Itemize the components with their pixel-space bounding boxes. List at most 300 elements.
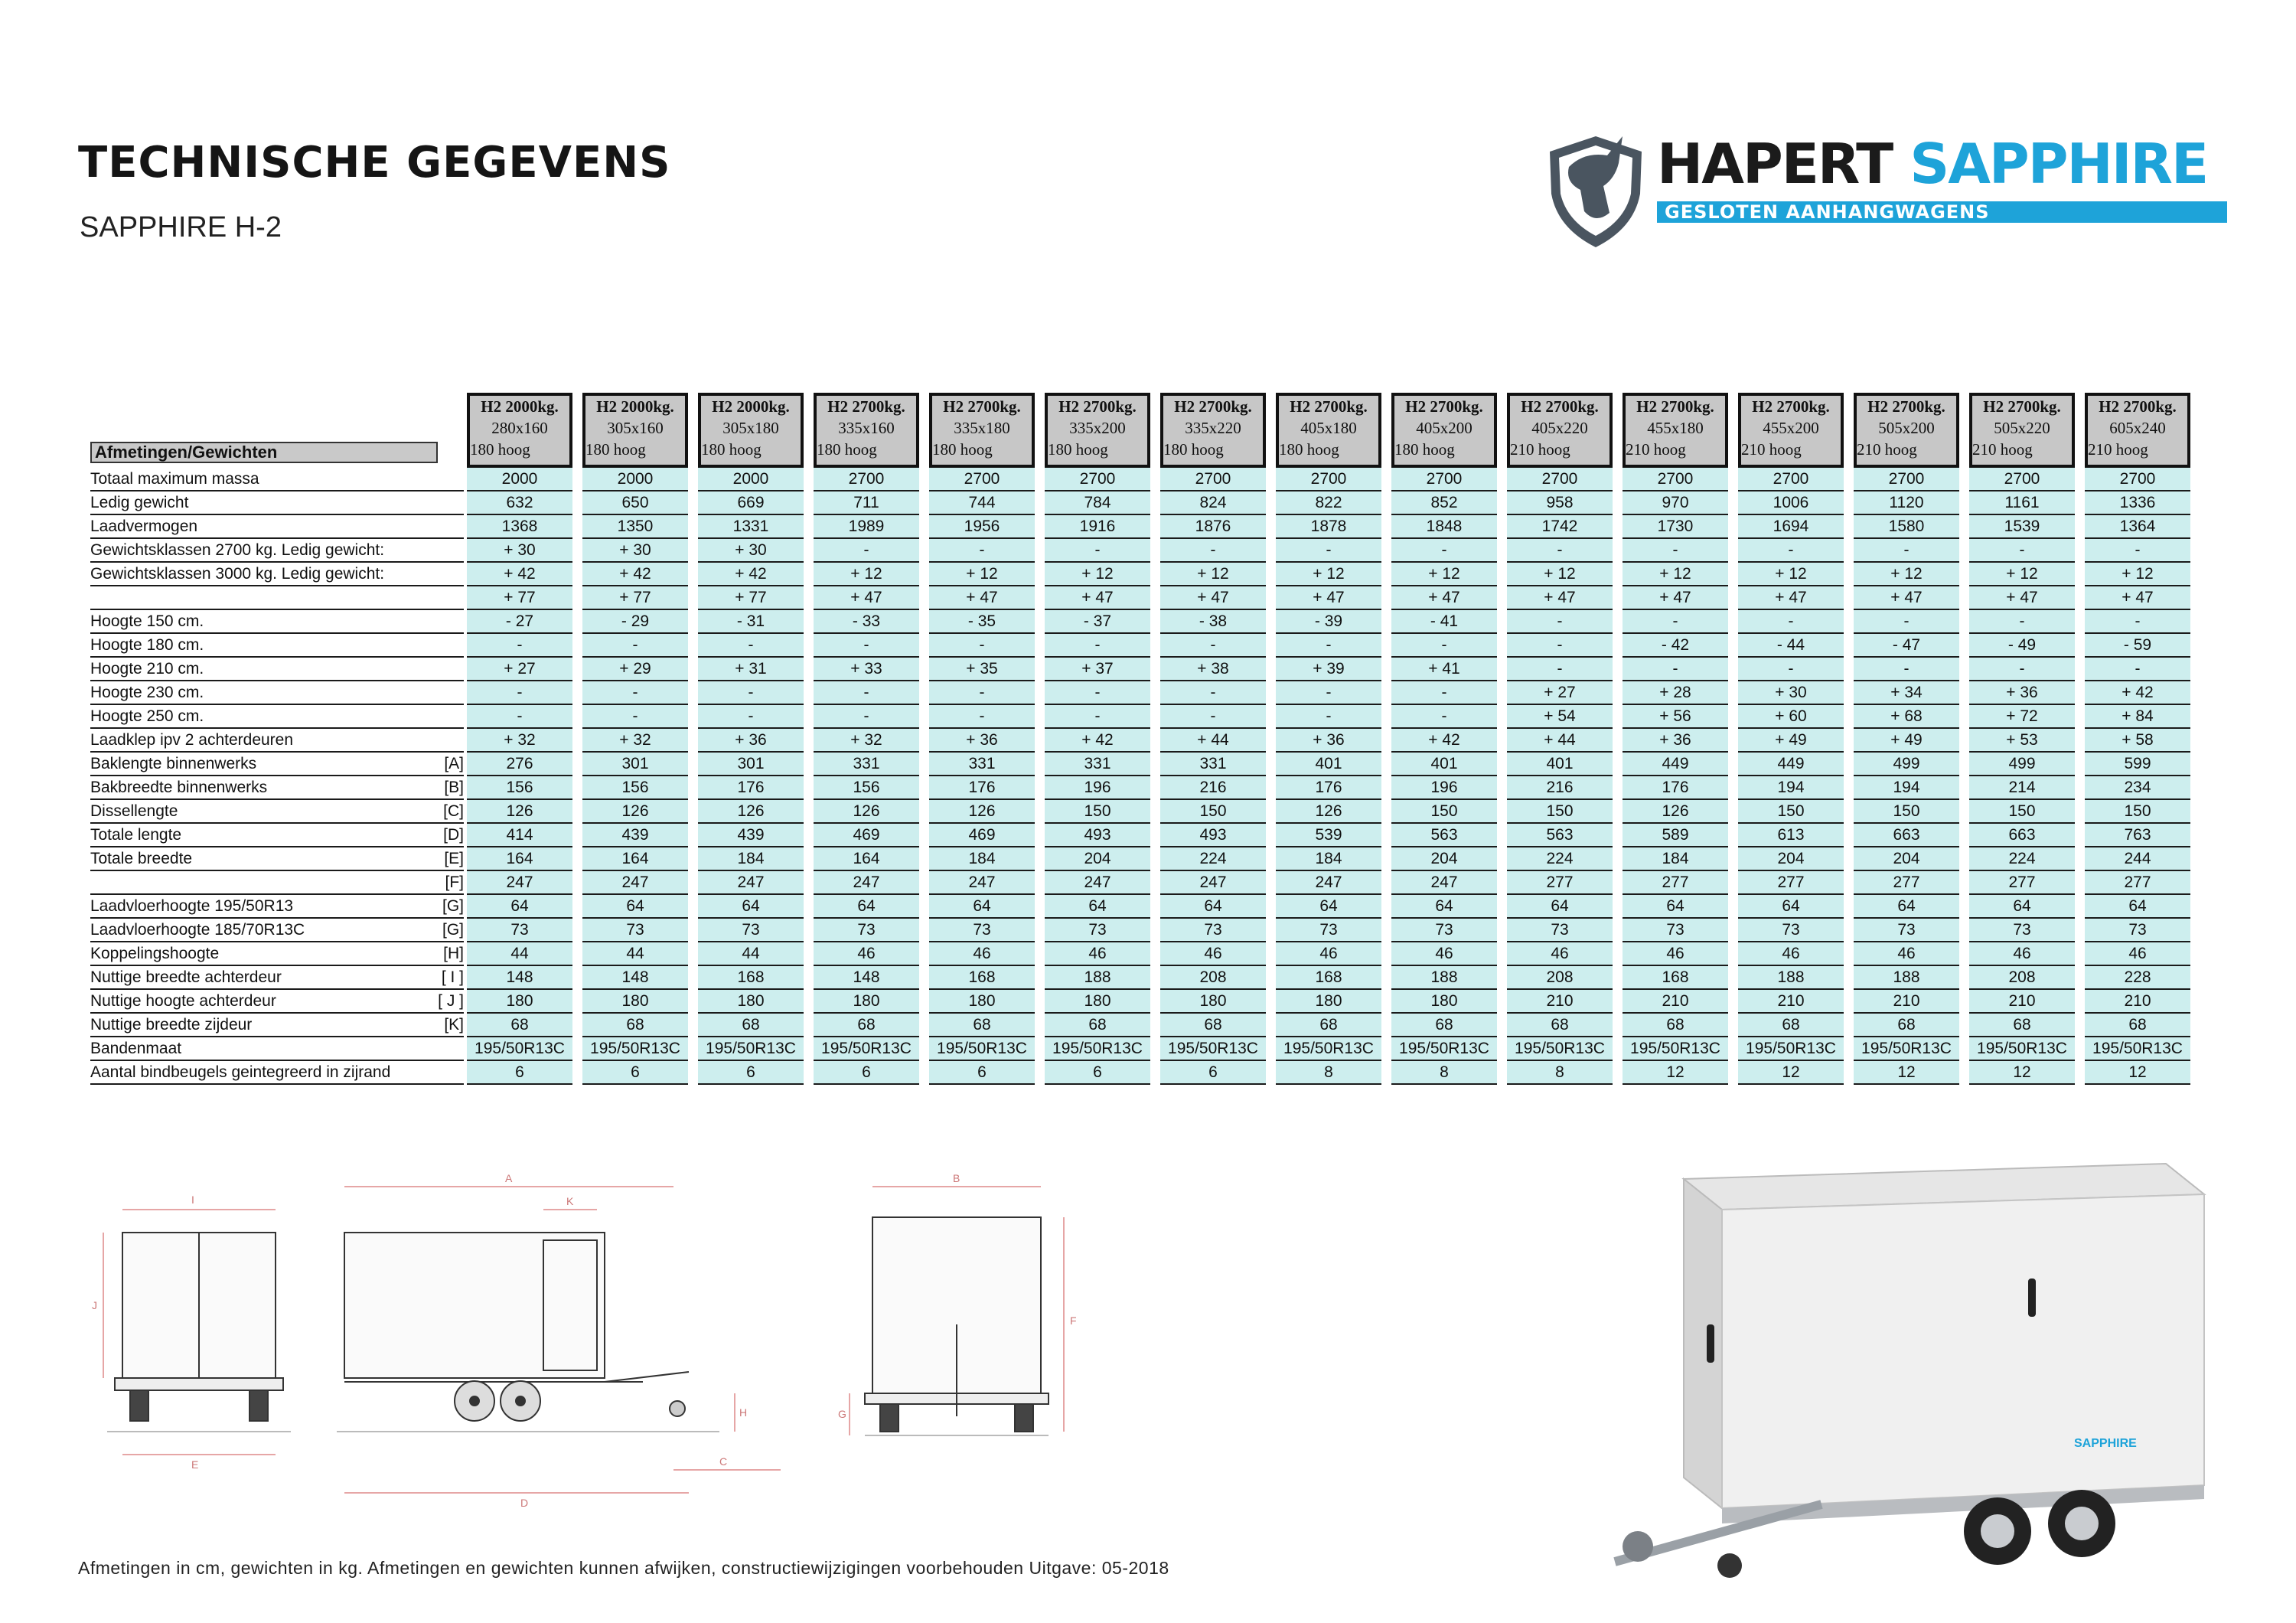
column-spacer [919,563,929,586]
column-spacer [1497,990,1507,1014]
column-spacer [1613,705,1623,729]
column-spacer [804,491,814,515]
table-cell: 180 [1276,990,1381,1014]
model-header-cell [1045,393,1150,468]
table-cell: 46 [2085,942,2190,966]
table-cell: 68 [1045,1014,1150,1037]
column-spacer [1035,515,1045,539]
table-cell: 214 [1969,776,2075,800]
model-header [1507,393,1613,468]
column-spacer [1613,824,1623,847]
column-spacer [688,919,698,942]
table-cell: 180 [1160,990,1266,1014]
column-spacer [1613,966,1623,990]
table-cell: + 47 [929,586,1035,610]
row-label [90,871,438,895]
table-cell: 493 [1045,824,1150,847]
column-spacer [2075,468,2085,491]
column-spacer [1381,515,1391,539]
row-label: Koppelingshoogte [90,942,438,966]
column-spacer [1497,753,1507,776]
side-view-drawing [337,1233,719,1432]
model-height: 210 hoog [1972,440,2033,459]
model-height: 180 hoog [817,440,877,459]
table-cell: 1539 [1969,515,2075,539]
column-spacer [1381,393,1391,468]
table-cell: + 36 [698,729,804,753]
column-spacer [1728,1037,1738,1061]
table-cell: 958 [1507,491,1613,515]
table-cell: - 49 [1969,634,2075,658]
model-height: 210 hoog [1857,440,1917,459]
table-cell: + 36 [929,729,1035,753]
table-cell: - [1045,539,1150,563]
column-spacer [1844,966,1854,990]
row-ref: [K] [438,1014,464,1037]
column-spacer [572,919,582,942]
table-cell: 73 [929,919,1035,942]
column-spacer [1613,800,1623,824]
table-cell: 64 [698,895,804,919]
table-cell: + 42 [698,563,804,586]
table-cell: 195/50R13C [1623,1037,1728,1061]
table-cell: - [1507,634,1613,658]
table-cell: 331 [814,753,919,776]
table-cell: 184 [1276,847,1381,871]
table-cell: 168 [1623,966,1728,990]
column-spacer [1497,729,1507,753]
column-spacer [1728,634,1738,658]
column-spacer [1844,539,1854,563]
column-spacer [2075,634,2085,658]
model-header [467,393,572,468]
column-spacer [1035,847,1045,871]
column-spacer [572,491,582,515]
table-cell: 852 [1391,491,1497,515]
column-spacer [688,776,698,800]
table-cell: 46 [1507,942,1613,966]
table-cell: + 41 [1391,658,1497,681]
column-spacer [1035,753,1045,776]
column-spacer [2075,705,2085,729]
column-spacer [1035,539,1045,563]
table-cell: 184 [929,847,1035,871]
table-cell: 2700 [1969,468,2075,491]
table-cell: 73 [1969,919,2075,942]
table-cell: 126 [582,800,688,824]
column-spacer [1381,705,1391,729]
column-spacer [1497,942,1507,966]
table-cell: + 33 [814,658,919,681]
column-spacer [1497,393,1507,468]
column-spacer [1150,539,1160,563]
column-spacer [1959,847,1969,871]
table-cell: 195/50R13C [1507,1037,1613,1061]
column-spacer [1381,919,1391,942]
table-cell: - [2085,539,2190,563]
table-cell: - [1969,610,2075,634]
model-height: 210 hoog [1626,440,1686,459]
table-cell: + 60 [1738,705,1844,729]
column-spacer [1959,990,1969,1014]
table-cell: 150 [1738,800,1844,824]
table-cell: 156 [467,776,572,800]
model-size: 455x180 [1647,419,1704,437]
table-row [90,942,2190,966]
column-spacer [1844,847,1854,871]
column-spacer [1266,895,1276,919]
table-row [90,776,2190,800]
page-title: TECHNISCHE GEGEVENS [78,138,671,188]
column-spacer [1497,539,1507,563]
column-spacer [2075,1014,2085,1037]
column-spacer [1497,847,1507,871]
table-cell: - [1969,658,2075,681]
column-spacer [1613,610,1623,634]
column-spacer [2075,895,2085,919]
column-spacer [1959,753,1969,776]
column-spacer [1266,800,1276,824]
table-cell: + 77 [467,586,572,610]
table-cell: 126 [1276,800,1381,824]
table-cell: 6 [929,1061,1035,1085]
column-spacer [688,491,698,515]
column-spacer [572,681,582,705]
model-height: 210 hoog [1741,440,1802,459]
column-spacer [1035,658,1045,681]
column-spacer [1844,515,1854,539]
row-ref [438,468,464,491]
model-header [814,393,919,468]
column-spacer [688,468,698,491]
table-cell: 180 [929,990,1035,1014]
table-cell: - [698,634,804,658]
table-cell: 277 [1969,871,2075,895]
column-spacer [804,586,814,610]
table-cell: 493 [1160,824,1266,847]
table-cell: - [929,634,1035,658]
table-cell: 824 [1160,491,1266,515]
table-cell: 247 [467,871,572,895]
table-cell: 247 [1045,871,1150,895]
table-cell: 650 [582,491,688,515]
table-cell: 277 [1623,871,1728,895]
table-cell: 277 [1738,871,1844,895]
table-cell: 210 [1854,990,1959,1014]
column-spacer [1959,491,1969,515]
table-cell: + 12 [1623,563,1728,586]
column-spacer [2075,990,2085,1014]
table-cell: - [1276,705,1381,729]
column-spacer [1497,610,1507,634]
logo-wordmark [1657,132,2208,196]
column-spacer [1613,658,1623,681]
table-cell: - [1854,658,1959,681]
model-header-cell [2085,393,2190,468]
table-cell: - [467,681,572,705]
table-cell: 744 [929,491,1035,515]
column-spacer [572,586,582,610]
table-cell: 1989 [814,515,919,539]
table-cell: - 41 [1391,610,1497,634]
column-spacer [1381,539,1391,563]
table-cell: 331 [929,753,1035,776]
table-cell: 784 [1045,491,1150,515]
column-spacer [572,942,582,966]
table-cell: + 27 [467,658,572,681]
table-cell: + 84 [2085,705,2190,729]
column-spacer [688,539,698,563]
column-spacer [1035,468,1045,491]
column-spacer [1381,800,1391,824]
model-name: H2 2700kg. [1521,397,1599,416]
column-spacer [1497,871,1507,895]
row-label: Bandenmaat [90,1037,438,1061]
model-header [582,393,688,468]
model-header [1045,393,1150,468]
table-cell: - [582,634,688,658]
table-cell: 8 [1507,1061,1613,1085]
table-row [90,563,2190,586]
table-cell: + 72 [1969,705,2075,729]
column-spacer [1844,658,1854,681]
table-cell: 168 [1276,966,1381,990]
table-cell: + 12 [929,563,1035,586]
table-cell: 150 [1391,800,1497,824]
table-cell: 247 [929,871,1035,895]
footer-note: Afmetingen in cm, gewichten in kg. Afmetingen en gewichten kunnen afwijken, constructiewijzigingen voorbehouden Uitgave: 05-2018 [78,1558,1169,1578]
model-height: 180 hoog [932,440,993,459]
table-row [90,1037,2190,1061]
column-spacer [1497,1037,1507,1061]
model-height: 180 hoog [1048,440,1108,459]
table-cell: 276 [467,753,572,776]
column-spacer [1150,705,1160,729]
table-cell: 8 [1391,1061,1497,1085]
table-cell: + 32 [582,729,688,753]
table-cell: - [1507,658,1613,681]
column-spacer [1497,895,1507,919]
table-cell: - 27 [467,610,572,634]
column-spacer [1266,824,1276,847]
column-spacer [919,610,929,634]
column-spacer [1035,393,1045,468]
table-cell: 176 [929,776,1035,800]
shield-bull-icon [1542,121,1649,251]
table-cell: 2700 [2085,468,2190,491]
dim-label-f: F [1070,1314,1077,1327]
table-cell: 68 [467,1014,572,1037]
column-spacer [1150,919,1160,942]
table-cell: 401 [1507,753,1613,776]
table-header-row [90,393,2190,468]
table-cell: 204 [1854,847,1959,871]
table-cell: 64 [1854,895,1959,919]
column-spacer [1150,990,1160,1014]
row-label: Nuttige breedte zijdeur [90,1014,438,1037]
column-spacer [1728,610,1738,634]
table-cell: + 54 [1507,705,1613,729]
column-spacer [804,1061,814,1085]
table-cell: 1956 [929,515,1035,539]
column-spacer [1844,919,1854,942]
column-spacer [2075,1061,2085,1085]
table-cell: 164 [582,847,688,871]
table-cell: - [1738,539,1844,563]
table-cell: 632 [467,491,572,515]
table-row [90,681,2190,705]
row-ref: [B] [438,776,464,800]
table-cell: 150 [1160,800,1266,824]
table-cell: 68 [1507,1014,1613,1037]
row-label: Laadklep ipv 2 achterdeuren [90,729,438,753]
column-spacer [1035,776,1045,800]
table-cell: 195/50R13C [1738,1037,1844,1061]
dim-label-b: B [953,1172,960,1184]
column-spacer [804,515,814,539]
column-spacer [804,895,814,919]
table-cell: 195/50R13C [1160,1037,1266,1061]
table-cell: 8 [1276,1061,1381,1085]
dim-label-c: C [719,1455,728,1468]
table-cell: + 35 [929,658,1035,681]
table-cell: + 44 [1507,729,1613,753]
model-header-cell [698,393,804,468]
table-cell: 73 [1045,919,1150,942]
column-spacer [572,895,582,919]
column-spacer [1150,393,1160,468]
column-spacer [804,871,814,895]
table-cell: + 47 [1276,586,1381,610]
column-spacer [1266,871,1276,895]
column-spacer [2075,393,2085,468]
column-spacer [1266,634,1276,658]
column-spacer [1959,563,1969,586]
column-spacer [572,753,582,776]
table-cell: 2700 [1738,468,1844,491]
model-height: 180 hoog [701,440,762,459]
table-cell: 68 [814,1014,919,1037]
table-cell: 126 [467,800,572,824]
column-spacer [1266,942,1276,966]
model-header-cell [1623,393,1728,468]
table-cell: + 47 [1045,586,1150,610]
model-height: 180 hoog [470,440,530,459]
column-spacer [1959,1061,1969,1085]
column-spacer [1959,966,1969,990]
dim-label-i: I [191,1194,194,1206]
model-header [1969,393,2075,468]
column-spacer [1844,800,1854,824]
dim-label-k: K [566,1195,574,1207]
table-cell: - [1160,705,1266,729]
column-spacer [1728,1061,1738,1085]
table-cell: + 42 [582,563,688,586]
table-cell: 195/50R13C [1391,1037,1497,1061]
table-cell: 277 [1854,871,1959,895]
row-ref [438,610,464,634]
column-spacer [572,515,582,539]
model-header-cell [1969,393,2075,468]
column-spacer [1613,776,1623,800]
column-spacer [1150,610,1160,634]
table-cell: 44 [582,942,688,966]
column-spacer [919,871,929,895]
table-cell: 210 [2085,990,2190,1014]
table-cell: + 53 [1969,729,2075,753]
column-spacer [688,800,698,824]
column-spacer [919,491,929,515]
column-spacer [1844,393,1854,468]
model-header-cell [1854,393,1959,468]
column-spacer [1150,895,1160,919]
table-cell: - [1160,539,1266,563]
column-spacer [1035,919,1045,942]
column-spacer [2075,610,2085,634]
column-spacer [1381,942,1391,966]
table-cell: 64 [1391,895,1497,919]
table-cell: + 47 [1854,586,1959,610]
column-spacer [1497,1014,1507,1037]
table-cell: + 42 [1391,729,1497,753]
column-spacer [1728,1014,1738,1037]
column-spacer [1266,847,1276,871]
column-spacer [1266,1061,1276,1085]
column-spacer [1497,966,1507,990]
table-cell: 73 [2085,919,2190,942]
column-spacer [804,1037,814,1061]
table-cell: - 42 [1623,634,1728,658]
column-spacer [1959,468,1969,491]
table-cell: + 31 [698,658,804,681]
table-cell: 195/50R13C [698,1037,804,1061]
column-spacer [1035,1061,1045,1085]
table-cell: 184 [698,847,804,871]
table-cell: - [1738,658,1844,681]
table-cell: 194 [1738,776,1844,800]
column-spacer [572,800,582,824]
row-ref: [F] [438,871,464,895]
column-spacer [1266,705,1276,729]
column-spacer [1150,586,1160,610]
table-cell: - [1160,681,1266,705]
table-cell: 247 [582,871,688,895]
column-spacer [1959,824,1969,847]
column-spacer [1266,468,1276,491]
column-spacer [919,705,929,729]
column-spacer [919,990,929,1014]
column-spacer [2075,586,2085,610]
column-spacer [2075,776,2085,800]
table-cell: 68 [1623,1014,1728,1037]
table-cell: 414 [467,824,572,847]
model-header [929,393,1035,468]
column-spacer [1150,515,1160,539]
column-spacer [572,871,582,895]
column-spacer [1613,491,1623,515]
column-spacer [1035,1014,1045,1037]
column-spacer [572,776,582,800]
table-row [90,966,2190,990]
column-spacer [572,966,582,990]
row-label: Bakbreedte binnenwerks [90,776,438,800]
table-cell: + 56 [1623,705,1728,729]
table-cell: 188 [1738,966,1844,990]
column-spacer [919,729,929,753]
table-cell: 247 [1391,871,1497,895]
column-spacer [919,824,929,847]
row-ref [438,563,464,586]
